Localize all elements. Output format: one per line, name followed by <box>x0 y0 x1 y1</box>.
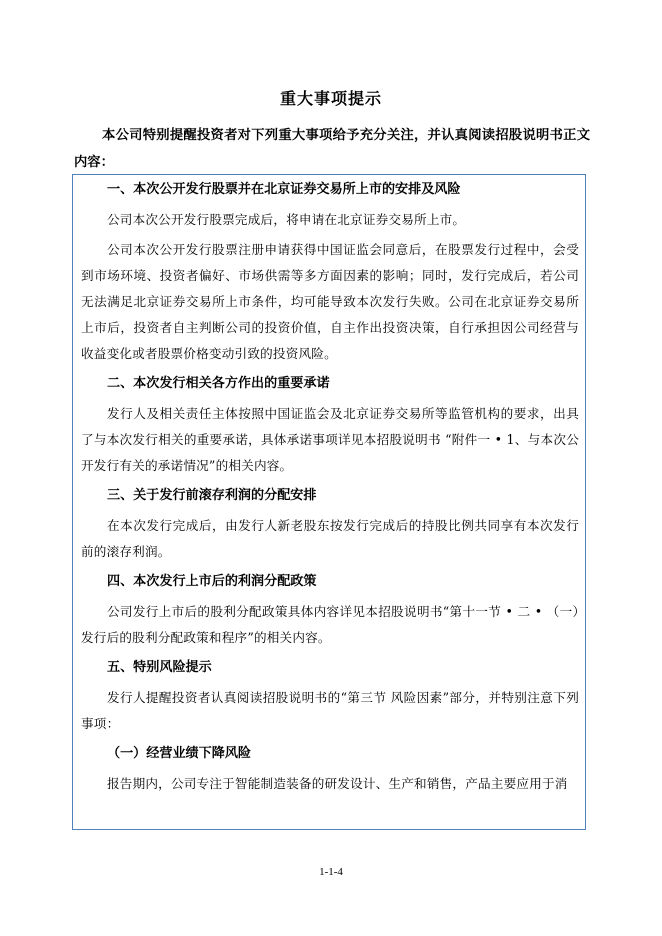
section-paragraph: 公司本次公开发行股票注册申请获得中国证监会同意后，在股票发行过程中，会受到市场环境、投资者偏好、市场供需等多方面因素的影响；同时，发行完成后，若公司无法满足北京证券交易所上市条件，均可能导致本次发行失败。公司在北京证券交易所上市后，投资者自主判断公司的投资价值，自主作出投资决策，自行承担因公司经营与收益变化或者股票价格变动引致的投资风险。 <box>81 242 579 361</box>
section-paragraph: 报告期内，公司专注于智能制造装备的研发设计、生产和销售，产品主要应用于消 <box>107 776 568 791</box>
intro-paragraph: 本公司特别提醒投资者对下列重大事项给予充分关注，并认真阅读招股说明书正文内容： <box>74 128 590 170</box>
section-paragraph: 在本次发行完成后，由发行人新老股东按发行完成后的持股比例共同享有本次发行前的滚存利润。 <box>81 518 579 559</box>
page-title: 重大事项提示 <box>279 89 382 108</box>
section-paragraph: 公司本次公开发行股票完成后，将申请在北京证券交易所上市。 <box>107 212 466 227</box>
section-heading: 三、关于发行前滚存利润的分配安排 <box>107 488 317 503</box>
section-paragraph: 发行人及相关责任主体按照中国证监会及北京证券交易所等监管机构的要求，出具了与本次发行相关的重要承诺，具体承诺事项详见本招股说明书 “附件一 • 1、与本次公开发行有关的承诺情况”的相关内容。 <box>81 406 579 473</box>
section-heading: 四、本次发行上市后的利润分配政策 <box>107 574 317 589</box>
section-heading: 五、特别风险提示 <box>107 660 212 675</box>
section-heading: 一、本次公开发行股票并在北京证券交易所上市的安排及风险 <box>107 182 461 197</box>
page-number: 1-1-4 <box>319 866 343 878</box>
section-paragraph: 公司发行上市后的股利分配政策具体内容详见本招股说明书“第十一节 • 二 • （一）发行后的股利分配政策和程序”的相关内容。 <box>81 604 579 645</box>
subsection-heading: （一）经营业绩下降风险 <box>107 746 252 761</box>
section-paragraph: 发行人提醒投资者认真阅读招股说明书的“第三节 风险因素”部分，并特别注意下列事项： <box>81 690 579 731</box>
highlight-box <box>72 174 586 830</box>
section-heading: 二、本次发行相关各方作出的重要承诺 <box>107 376 330 391</box>
